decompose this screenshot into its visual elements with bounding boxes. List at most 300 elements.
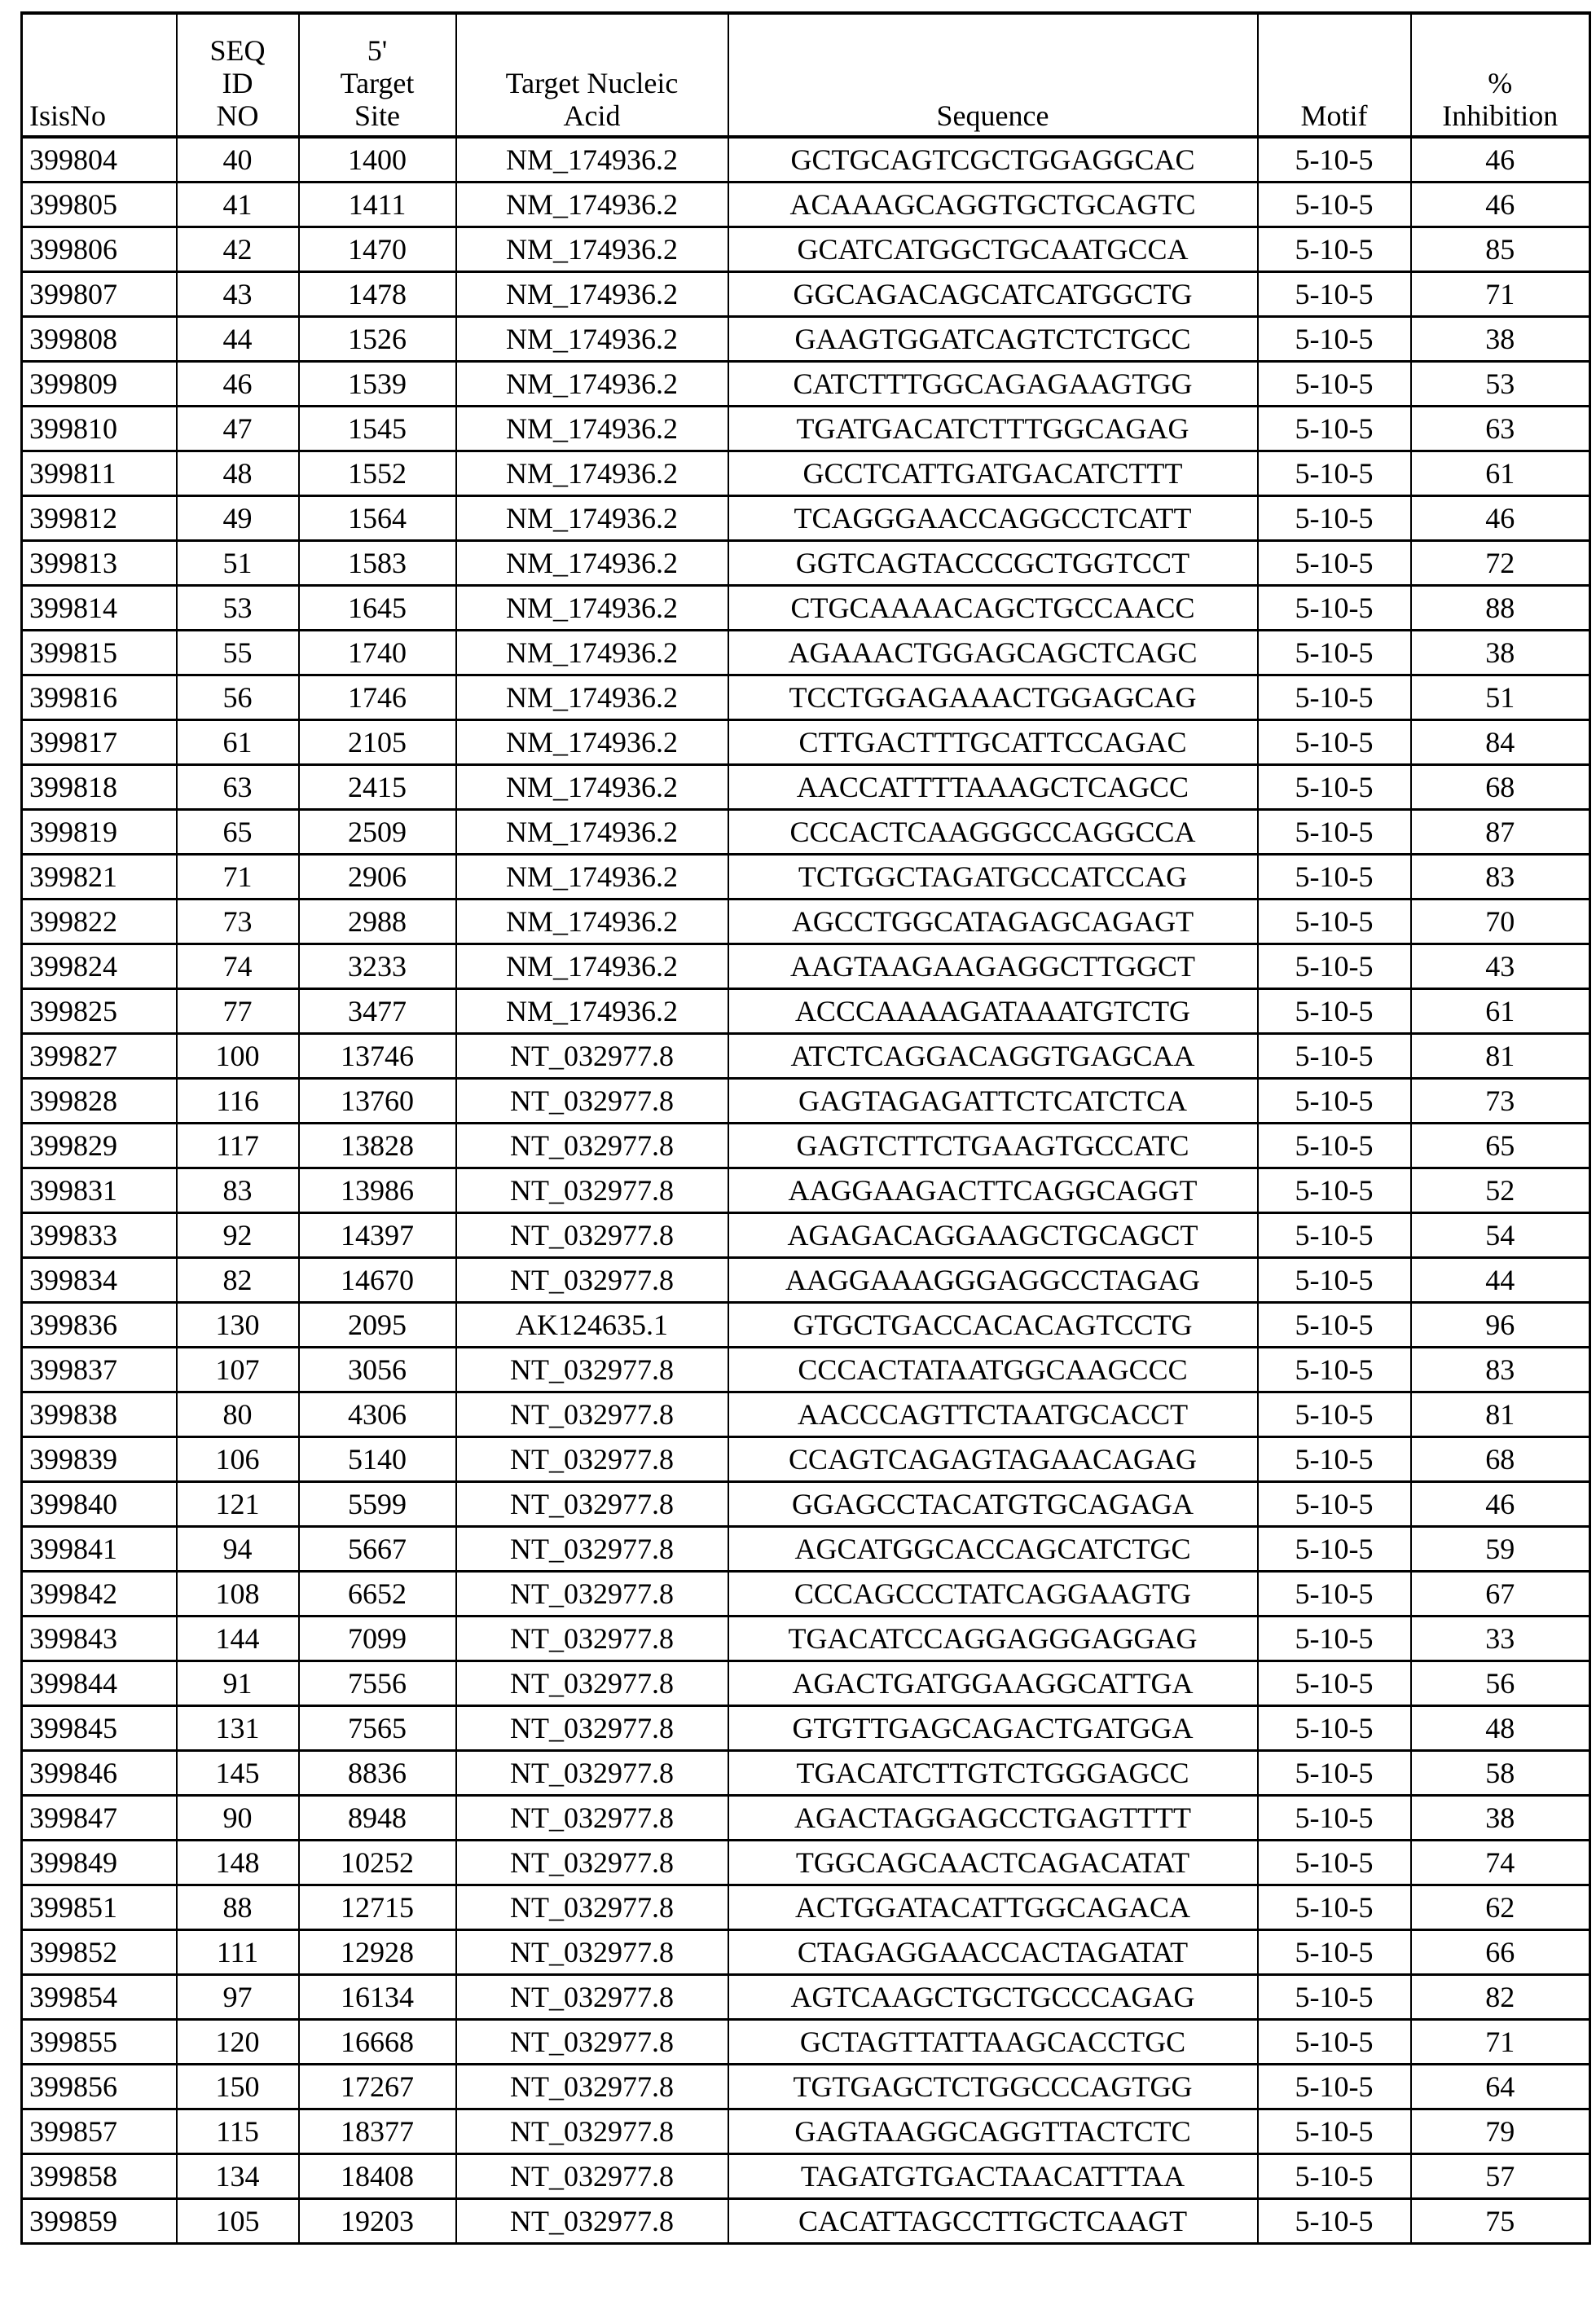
cell-target-site: 1746 <box>299 675 456 720</box>
table-row <box>22 1168 1590 1213</box>
cell-percent-inhibition: 73 <box>1411 1079 1590 1124</box>
cell-isisno: 399836 <box>22 1303 177 1348</box>
cell-target-nucleic-acid: NT_032977.8 <box>456 1796 728 1841</box>
header-row <box>22 13 1590 137</box>
table-row <box>22 944 1590 989</box>
cell-isisno: 399852 <box>22 1930 177 1975</box>
cell-isisno: 399806 <box>22 227 177 272</box>
cell-target-site: 1470 <box>299 227 456 272</box>
cell-percent-inhibition: 63 <box>1411 407 1590 451</box>
cell-target-nucleic-acid: NT_032977.8 <box>456 1841 728 1885</box>
header-label: NO <box>184 99 292 132</box>
cell-percent-inhibition: 83 <box>1411 1348 1590 1392</box>
cell-isisno: 399827 <box>22 1034 177 1079</box>
cell-motif: 5-10-5 <box>1258 1392 1411 1437</box>
cell-target-nucleic-acid: NM_174936.2 <box>456 675 728 720</box>
cell-percent-inhibition: 88 <box>1411 586 1590 631</box>
cell-percent-inhibition: 38 <box>1411 631 1590 675</box>
cell-isisno: 399825 <box>22 989 177 1034</box>
cell-motif: 5-10-5 <box>1258 765 1411 810</box>
table-row <box>22 1258 1590 1303</box>
cell-seq-id-no: 63 <box>177 765 299 810</box>
cell-target-site: 4306 <box>299 1392 456 1437</box>
cell-percent-inhibition: 38 <box>1411 317 1590 362</box>
cell-seq-id-no: 115 <box>177 2109 299 2154</box>
cell-percent-inhibition: 79 <box>1411 2109 1590 2154</box>
cell-target-nucleic-acid: NM_174936.2 <box>456 362 728 407</box>
table-row <box>22 1975 1590 2020</box>
cell-motif: 5-10-5 <box>1258 944 1411 989</box>
table-row <box>22 1213 1590 1258</box>
header-label: Motif <box>1265 99 1404 132</box>
header-label: % <box>1418 67 1583 99</box>
cell-isisno: 399841 <box>22 1527 177 1572</box>
cell-sequence: GGAGCCTACATGTGCAGAGA <box>728 1482 1258 1527</box>
cell-seq-id-no: 144 <box>177 1617 299 1661</box>
cell-percent-inhibition: 46 <box>1411 496 1590 541</box>
header-label: Inhibition <box>1418 99 1583 132</box>
cell-isisno: 399812 <box>22 496 177 541</box>
table-row <box>22 183 1590 227</box>
table-row <box>22 1841 1590 1885</box>
cell-isisno: 399816 <box>22 675 177 720</box>
cell-isisno: 399809 <box>22 362 177 407</box>
cell-sequence: AACCCAGTTCTAATGCACCT <box>728 1392 1258 1437</box>
cell-target-site: 1552 <box>299 451 456 496</box>
cell-seq-id-no: 117 <box>177 1124 299 1168</box>
cell-sequence: AGCCTGGCATAGAGCAGAGT <box>728 900 1258 944</box>
cell-sequence: CTTGACTTTGCATTCCAGAC <box>728 720 1258 765</box>
table-row <box>22 2109 1590 2154</box>
table-row <box>22 2020 1590 2065</box>
cell-percent-inhibition: 74 <box>1411 1841 1590 1885</box>
table-row <box>22 900 1590 944</box>
table-row <box>22 1527 1590 1572</box>
cell-motif: 5-10-5 <box>1258 1213 1411 1258</box>
cell-seq-id-no: 148 <box>177 1841 299 1885</box>
cell-sequence: TCAGGGAACCAGGCCTCATT <box>728 496 1258 541</box>
cell-target-site: 3477 <box>299 989 456 1034</box>
cell-target-nucleic-acid: NM_174936.2 <box>456 586 728 631</box>
cell-motif: 5-10-5 <box>1258 675 1411 720</box>
table-row <box>22 720 1590 765</box>
cell-motif: 5-10-5 <box>1258 451 1411 496</box>
table-row <box>22 1034 1590 1079</box>
table-row <box>22 317 1590 362</box>
cell-sequence: TCTGGCTAGATGCCATCCAG <box>728 855 1258 900</box>
cell-seq-id-no: 47 <box>177 407 299 451</box>
cell-seq-id-no: 41 <box>177 183 299 227</box>
cell-motif: 5-10-5 <box>1258 2020 1411 2065</box>
cell-motif: 5-10-5 <box>1258 1527 1411 1572</box>
table-row <box>22 1079 1590 1124</box>
cell-sequence: AGAGACAGGAAGCTGCAGCT <box>728 1213 1258 1258</box>
header-label: Acid <box>464 99 721 132</box>
cell-target-nucleic-acid: NM_174936.2 <box>456 317 728 362</box>
cell-seq-id-no: 44 <box>177 317 299 362</box>
cell-target-nucleic-acid: NT_032977.8 <box>456 1751 728 1796</box>
cell-motif: 5-10-5 <box>1258 1437 1411 1482</box>
cell-isisno: 399837 <box>22 1348 177 1392</box>
cell-target-site: 6652 <box>299 1572 456 1617</box>
cell-percent-inhibition: 43 <box>1411 944 1590 989</box>
cell-target-site: 8948 <box>299 1796 456 1841</box>
cell-target-site: 5599 <box>299 1482 456 1527</box>
cell-target-site: 7099 <box>299 1617 456 1661</box>
cell-percent-inhibition: 68 <box>1411 765 1590 810</box>
cell-motif: 5-10-5 <box>1258 810 1411 855</box>
cell-target-site: 7556 <box>299 1661 456 1706</box>
table-row <box>22 675 1590 720</box>
table-row <box>22 810 1590 855</box>
cell-sequence: GCTAGTTATTAAGCACCTGC <box>728 2020 1258 2065</box>
cell-percent-inhibition: 67 <box>1411 1572 1590 1617</box>
table-row <box>22 451 1590 496</box>
cell-isisno: 399845 <box>22 1706 177 1751</box>
cell-sequence: CTGCAAAACAGCTGCCAACC <box>728 586 1258 631</box>
cell-isisno: 399843 <box>22 1617 177 1661</box>
antisense-inhibition-table <box>20 11 1591 2245</box>
cell-isisno: 399831 <box>22 1168 177 1213</box>
cell-isisno: 399859 <box>22 2199 177 2244</box>
cell-sequence: TCCTGGAGAAACTGGAGCAG <box>728 675 1258 720</box>
cell-motif: 5-10-5 <box>1258 2199 1411 2244</box>
cell-target-nucleic-acid: NT_032977.8 <box>456 2199 728 2244</box>
cell-sequence: TGATGACATCTTTGGCAGAG <box>728 407 1258 451</box>
cell-seq-id-no: 134 <box>177 2154 299 2199</box>
header-target-site <box>299 13 456 137</box>
cell-isisno: 399844 <box>22 1661 177 1706</box>
cell-sequence: GGTCAGTACCCGCTGGTCCT <box>728 541 1258 586</box>
cell-percent-inhibition: 64 <box>1411 2065 1590 2109</box>
cell-target-nucleic-acid: NT_032977.8 <box>456 2020 728 2065</box>
cell-isisno: 399821 <box>22 855 177 900</box>
cell-target-nucleic-acid: NT_032977.8 <box>456 1572 728 1617</box>
cell-percent-inhibition: 53 <box>1411 362 1590 407</box>
cell-target-site: 2509 <box>299 810 456 855</box>
cell-sequence: ACCCAAAAGATAAATGTCTG <box>728 989 1258 1034</box>
cell-motif: 5-10-5 <box>1258 1258 1411 1303</box>
cell-sequence: CCCACTATAATGGCAAGCCC <box>728 1348 1258 1392</box>
cell-sequence: AGAAACTGGAGCAGCTCAGC <box>728 631 1258 675</box>
cell-motif: 5-10-5 <box>1258 1706 1411 1751</box>
cell-motif: 5-10-5 <box>1258 137 1411 183</box>
cell-sequence: AAGTAAGAAGAGGCTTGGCT <box>728 944 1258 989</box>
cell-motif: 5-10-5 <box>1258 720 1411 765</box>
cell-sequence: GCCTCATTGATGACATCTTT <box>728 451 1258 496</box>
cell-isisno: 399855 <box>22 2020 177 2065</box>
header-isisno <box>22 13 177 137</box>
cell-motif: 5-10-5 <box>1258 1751 1411 1796</box>
cell-target-site: 1478 <box>299 272 456 317</box>
cell-seq-id-no: 120 <box>177 2020 299 2065</box>
cell-sequence: CACATTAGCCTTGCTCAAGT <box>728 2199 1258 2244</box>
table-row <box>22 1751 1590 1796</box>
cell-isisno: 399851 <box>22 1885 177 1930</box>
cell-isisno: 399839 <box>22 1437 177 1482</box>
header-target-nucleic-acid <box>456 13 728 137</box>
cell-target-site: 1400 <box>299 137 456 183</box>
table-row <box>22 227 1590 272</box>
cell-target-nucleic-acid: AK124635.1 <box>456 1303 728 1348</box>
cell-sequence: CCAGTCAGAGTAGAACAGAG <box>728 1437 1258 1482</box>
cell-target-site: 18377 <box>299 2109 456 2154</box>
cell-sequence: TGACATCCAGGAGGGAGGAG <box>728 1617 1258 1661</box>
cell-motif: 5-10-5 <box>1258 1079 1411 1124</box>
cell-seq-id-no: 77 <box>177 989 299 1034</box>
cell-seq-id-no: 61 <box>177 720 299 765</box>
cell-target-nucleic-acid: NT_032977.8 <box>456 1168 728 1213</box>
cell-target-site: 1411 <box>299 183 456 227</box>
header-label: Sequence <box>736 99 1251 132</box>
table-row <box>22 496 1590 541</box>
cell-seq-id-no: 49 <box>177 496 299 541</box>
cell-motif: 5-10-5 <box>1258 1975 1411 2020</box>
table-row <box>22 765 1590 810</box>
cell-percent-inhibition: 68 <box>1411 1437 1590 1482</box>
table-row <box>22 1437 1590 1482</box>
cell-target-nucleic-acid: NT_032977.8 <box>456 2154 728 2199</box>
cell-percent-inhibition: 33 <box>1411 1617 1590 1661</box>
cell-percent-inhibition: 75 <box>1411 2199 1590 2244</box>
table-row <box>22 1885 1590 1930</box>
cell-percent-inhibition: 66 <box>1411 1930 1590 1975</box>
cell-target-site: 1645 <box>299 586 456 631</box>
cell-motif: 5-10-5 <box>1258 900 1411 944</box>
cell-seq-id-no: 88 <box>177 1885 299 1930</box>
cell-percent-inhibition: 44 <box>1411 1258 1590 1303</box>
cell-motif: 5-10-5 <box>1258 1124 1411 1168</box>
table-row <box>22 1482 1590 1527</box>
table-row <box>22 631 1590 675</box>
cell-target-site: 7565 <box>299 1706 456 1751</box>
cell-target-site: 1539 <box>299 362 456 407</box>
cell-isisno: 399822 <box>22 900 177 944</box>
cell-sequence: TGGCAGCAACTCAGACATAT <box>728 1841 1258 1885</box>
table-row <box>22 2065 1590 2109</box>
cell-percent-inhibition: 65 <box>1411 1124 1590 1168</box>
cell-motif: 5-10-5 <box>1258 1034 1411 1079</box>
cell-motif: 5-10-5 <box>1258 227 1411 272</box>
cell-seq-id-no: 80 <box>177 1392 299 1437</box>
cell-motif: 5-10-5 <box>1258 2154 1411 2199</box>
cell-seq-id-no: 43 <box>177 272 299 317</box>
cell-target-nucleic-acid: NM_174936.2 <box>456 137 728 183</box>
cell-percent-inhibition: 57 <box>1411 2154 1590 2199</box>
cell-motif: 5-10-5 <box>1258 586 1411 631</box>
table-row <box>22 2199 1590 2244</box>
cell-seq-id-no: 48 <box>177 451 299 496</box>
cell-target-nucleic-acid: NM_174936.2 <box>456 451 728 496</box>
cell-sequence: ATCTCAGGACAGGTGAGCAA <box>728 1034 1258 1079</box>
cell-target-site: 16668 <box>299 2020 456 2065</box>
cell-percent-inhibition: 38 <box>1411 1796 1590 1841</box>
cell-target-nucleic-acid: NM_174936.2 <box>456 900 728 944</box>
cell-target-site: 2105 <box>299 720 456 765</box>
cell-percent-inhibition: 96 <box>1411 1303 1590 1348</box>
cell-isisno: 399817 <box>22 720 177 765</box>
cell-isisno: 399818 <box>22 765 177 810</box>
cell-sequence: CCCACTCAAGGGCCAGGCCA <box>728 810 1258 855</box>
cell-percent-inhibition: 71 <box>1411 272 1590 317</box>
cell-target-site: 1526 <box>299 317 456 362</box>
table-row <box>22 1124 1590 1168</box>
cell-isisno: 399811 <box>22 451 177 496</box>
cell-isisno: 399805 <box>22 183 177 227</box>
cell-target-site: 1740 <box>299 631 456 675</box>
cell-seq-id-no: 94 <box>177 1527 299 1572</box>
cell-motif: 5-10-5 <box>1258 1841 1411 1885</box>
cell-sequence: GAAGTGGATCAGTCTCTGCC <box>728 317 1258 362</box>
cell-target-site: 1564 <box>299 496 456 541</box>
cell-target-site: 10252 <box>299 1841 456 1885</box>
cell-motif: 5-10-5 <box>1258 362 1411 407</box>
cell-motif: 5-10-5 <box>1258 183 1411 227</box>
cell-sequence: CATCTTTGGCAGAGAAGTGG <box>728 362 1258 407</box>
cell-seq-id-no: 91 <box>177 1661 299 1706</box>
cell-seq-id-no: 105 <box>177 2199 299 2244</box>
cell-seq-id-no: 97 <box>177 1975 299 2020</box>
cell-isisno: 399819 <box>22 810 177 855</box>
table-row <box>22 137 1590 183</box>
table-row <box>22 1303 1590 1348</box>
cell-sequence: AGACTAGGAGCCTGAGTTTT <box>728 1796 1258 1841</box>
cell-seq-id-no: 130 <box>177 1303 299 1348</box>
header-label: IsisNo <box>29 99 169 132</box>
cell-target-nucleic-acid: NM_174936.2 <box>456 855 728 900</box>
header-label: Target Nucleic <box>464 67 721 99</box>
cell-target-site: 2988 <box>299 900 456 944</box>
cell-target-nucleic-acid: NM_174936.2 <box>456 183 728 227</box>
cell-sequence: AAGGAAGACTTCAGGCAGGT <box>728 1168 1258 1213</box>
cell-motif: 5-10-5 <box>1258 989 1411 1034</box>
cell-motif: 5-10-5 <box>1258 1661 1411 1706</box>
cell-target-site: 12928 <box>299 1930 456 1975</box>
cell-sequence: TAGATGTGACTAACATTTAA <box>728 2154 1258 2199</box>
cell-isisno: 399856 <box>22 2065 177 2109</box>
cell-target-nucleic-acid: NT_032977.8 <box>456 1124 728 1168</box>
cell-target-nucleic-acid: NT_032977.8 <box>456 2109 728 2154</box>
table-row <box>22 1706 1590 1751</box>
table-row <box>22 989 1590 1034</box>
cell-motif: 5-10-5 <box>1258 1885 1411 1930</box>
cell-percent-inhibition: 81 <box>1411 1392 1590 1437</box>
cell-target-nucleic-acid: NT_032977.8 <box>456 1482 728 1527</box>
cell-sequence: CTAGAGGAACCACTAGATAT <box>728 1930 1258 1975</box>
table-row <box>22 1796 1590 1841</box>
cell-isisno: 399829 <box>22 1124 177 1168</box>
cell-sequence: GGCAGACAGCATCATGGCTG <box>728 272 1258 317</box>
cell-target-site: 2906 <box>299 855 456 900</box>
cell-motif: 5-10-5 <box>1258 1348 1411 1392</box>
table-row <box>22 272 1590 317</box>
cell-target-nucleic-acid: NT_032977.8 <box>456 1975 728 2020</box>
cell-sequence: GCTGCAGTCGCTGGAGGCAC <box>728 137 1258 183</box>
cell-target-site: 16134 <box>299 1975 456 2020</box>
cell-target-nucleic-acid: NM_174936.2 <box>456 272 728 317</box>
cell-seq-id-no: 150 <box>177 2065 299 2109</box>
cell-target-site: 13760 <box>299 1079 456 1124</box>
cell-seq-id-no: 71 <box>177 855 299 900</box>
cell-percent-inhibition: 46 <box>1411 183 1590 227</box>
cell-target-site: 13746 <box>299 1034 456 1079</box>
cell-isisno: 399846 <box>22 1751 177 1796</box>
cell-sequence: GAGTAAGGCAGGTTACTCTC <box>728 2109 1258 2154</box>
cell-sequence: AGTCAAGCTGCTGCCCAGAG <box>728 1975 1258 2020</box>
cell-target-site: 17267 <box>299 2065 456 2109</box>
cell-target-nucleic-acid: NT_032977.8 <box>456 1706 728 1751</box>
table-row <box>22 2154 1590 2199</box>
cell-target-nucleic-acid: NM_174936.2 <box>456 496 728 541</box>
cell-seq-id-no: 111 <box>177 1930 299 1975</box>
cell-target-site: 2095 <box>299 1303 456 1348</box>
table-row <box>22 855 1590 900</box>
cell-target-nucleic-acid: NT_032977.8 <box>456 1527 728 1572</box>
cell-target-site: 14670 <box>299 1258 456 1303</box>
cell-sequence: TGACATCTTGTCTGGGAGCC <box>728 1751 1258 1796</box>
cell-isisno: 399857 <box>22 2109 177 2154</box>
header-label: Target <box>306 67 449 99</box>
header-label: Site <box>306 99 449 132</box>
cell-seq-id-no: 90 <box>177 1796 299 1841</box>
table-row <box>22 1661 1590 1706</box>
cell-percent-inhibition: 83 <box>1411 855 1590 900</box>
cell-seq-id-no: 65 <box>177 810 299 855</box>
cell-target-nucleic-acid: NT_032977.8 <box>456 1213 728 1258</box>
cell-seq-id-no: 131 <box>177 1706 299 1751</box>
cell-isisno: 399834 <box>22 1258 177 1303</box>
cell-target-nucleic-acid: NT_032977.8 <box>456 1034 728 1079</box>
cell-percent-inhibition: 85 <box>1411 227 1590 272</box>
cell-seq-id-no: 55 <box>177 631 299 675</box>
cell-target-site: 5140 <box>299 1437 456 1482</box>
cell-target-nucleic-acid: NT_032977.8 <box>456 1661 728 1706</box>
cell-isisno: 399810 <box>22 407 177 451</box>
cell-seq-id-no: 74 <box>177 944 299 989</box>
cell-seq-id-no: 116 <box>177 1079 299 1124</box>
cell-motif: 5-10-5 <box>1258 855 1411 900</box>
cell-percent-inhibition: 81 <box>1411 1034 1590 1079</box>
cell-seq-id-no: 107 <box>177 1348 299 1392</box>
cell-target-nucleic-acid: NT_032977.8 <box>456 1258 728 1303</box>
cell-seq-id-no: 145 <box>177 1751 299 1796</box>
table-row <box>22 407 1590 451</box>
cell-sequence: AGCATGGCACCAGCATCTGC <box>728 1527 1258 1572</box>
cell-percent-inhibition: 84 <box>1411 720 1590 765</box>
cell-percent-inhibition: 51 <box>1411 675 1590 720</box>
header-label: 5' <box>306 34 449 67</box>
cell-motif: 5-10-5 <box>1258 541 1411 586</box>
cell-seq-id-no: 53 <box>177 586 299 631</box>
table-row <box>22 1392 1590 1437</box>
cell-target-nucleic-acid: NT_032977.8 <box>456 1348 728 1392</box>
cell-motif: 5-10-5 <box>1258 1168 1411 1213</box>
cell-seq-id-no: 92 <box>177 1213 299 1258</box>
cell-percent-inhibition: 56 <box>1411 1661 1590 1706</box>
cell-target-nucleic-acid: NM_174936.2 <box>456 631 728 675</box>
cell-percent-inhibition: 58 <box>1411 1751 1590 1796</box>
cell-motif: 5-10-5 <box>1258 1930 1411 1975</box>
cell-isisno: 399847 <box>22 1796 177 1841</box>
cell-target-site: 3233 <box>299 944 456 989</box>
cell-isisno: 399824 <box>22 944 177 989</box>
cell-target-site: 14397 <box>299 1213 456 1258</box>
cell-sequence: AGACTGATGGAAGGCATTGA <box>728 1661 1258 1706</box>
table-body <box>22 137 1590 2244</box>
cell-isisno: 399842 <box>22 1572 177 1617</box>
cell-sequence: AACCATTTTAAAGCTCAGCC <box>728 765 1258 810</box>
table-row <box>22 1930 1590 1975</box>
